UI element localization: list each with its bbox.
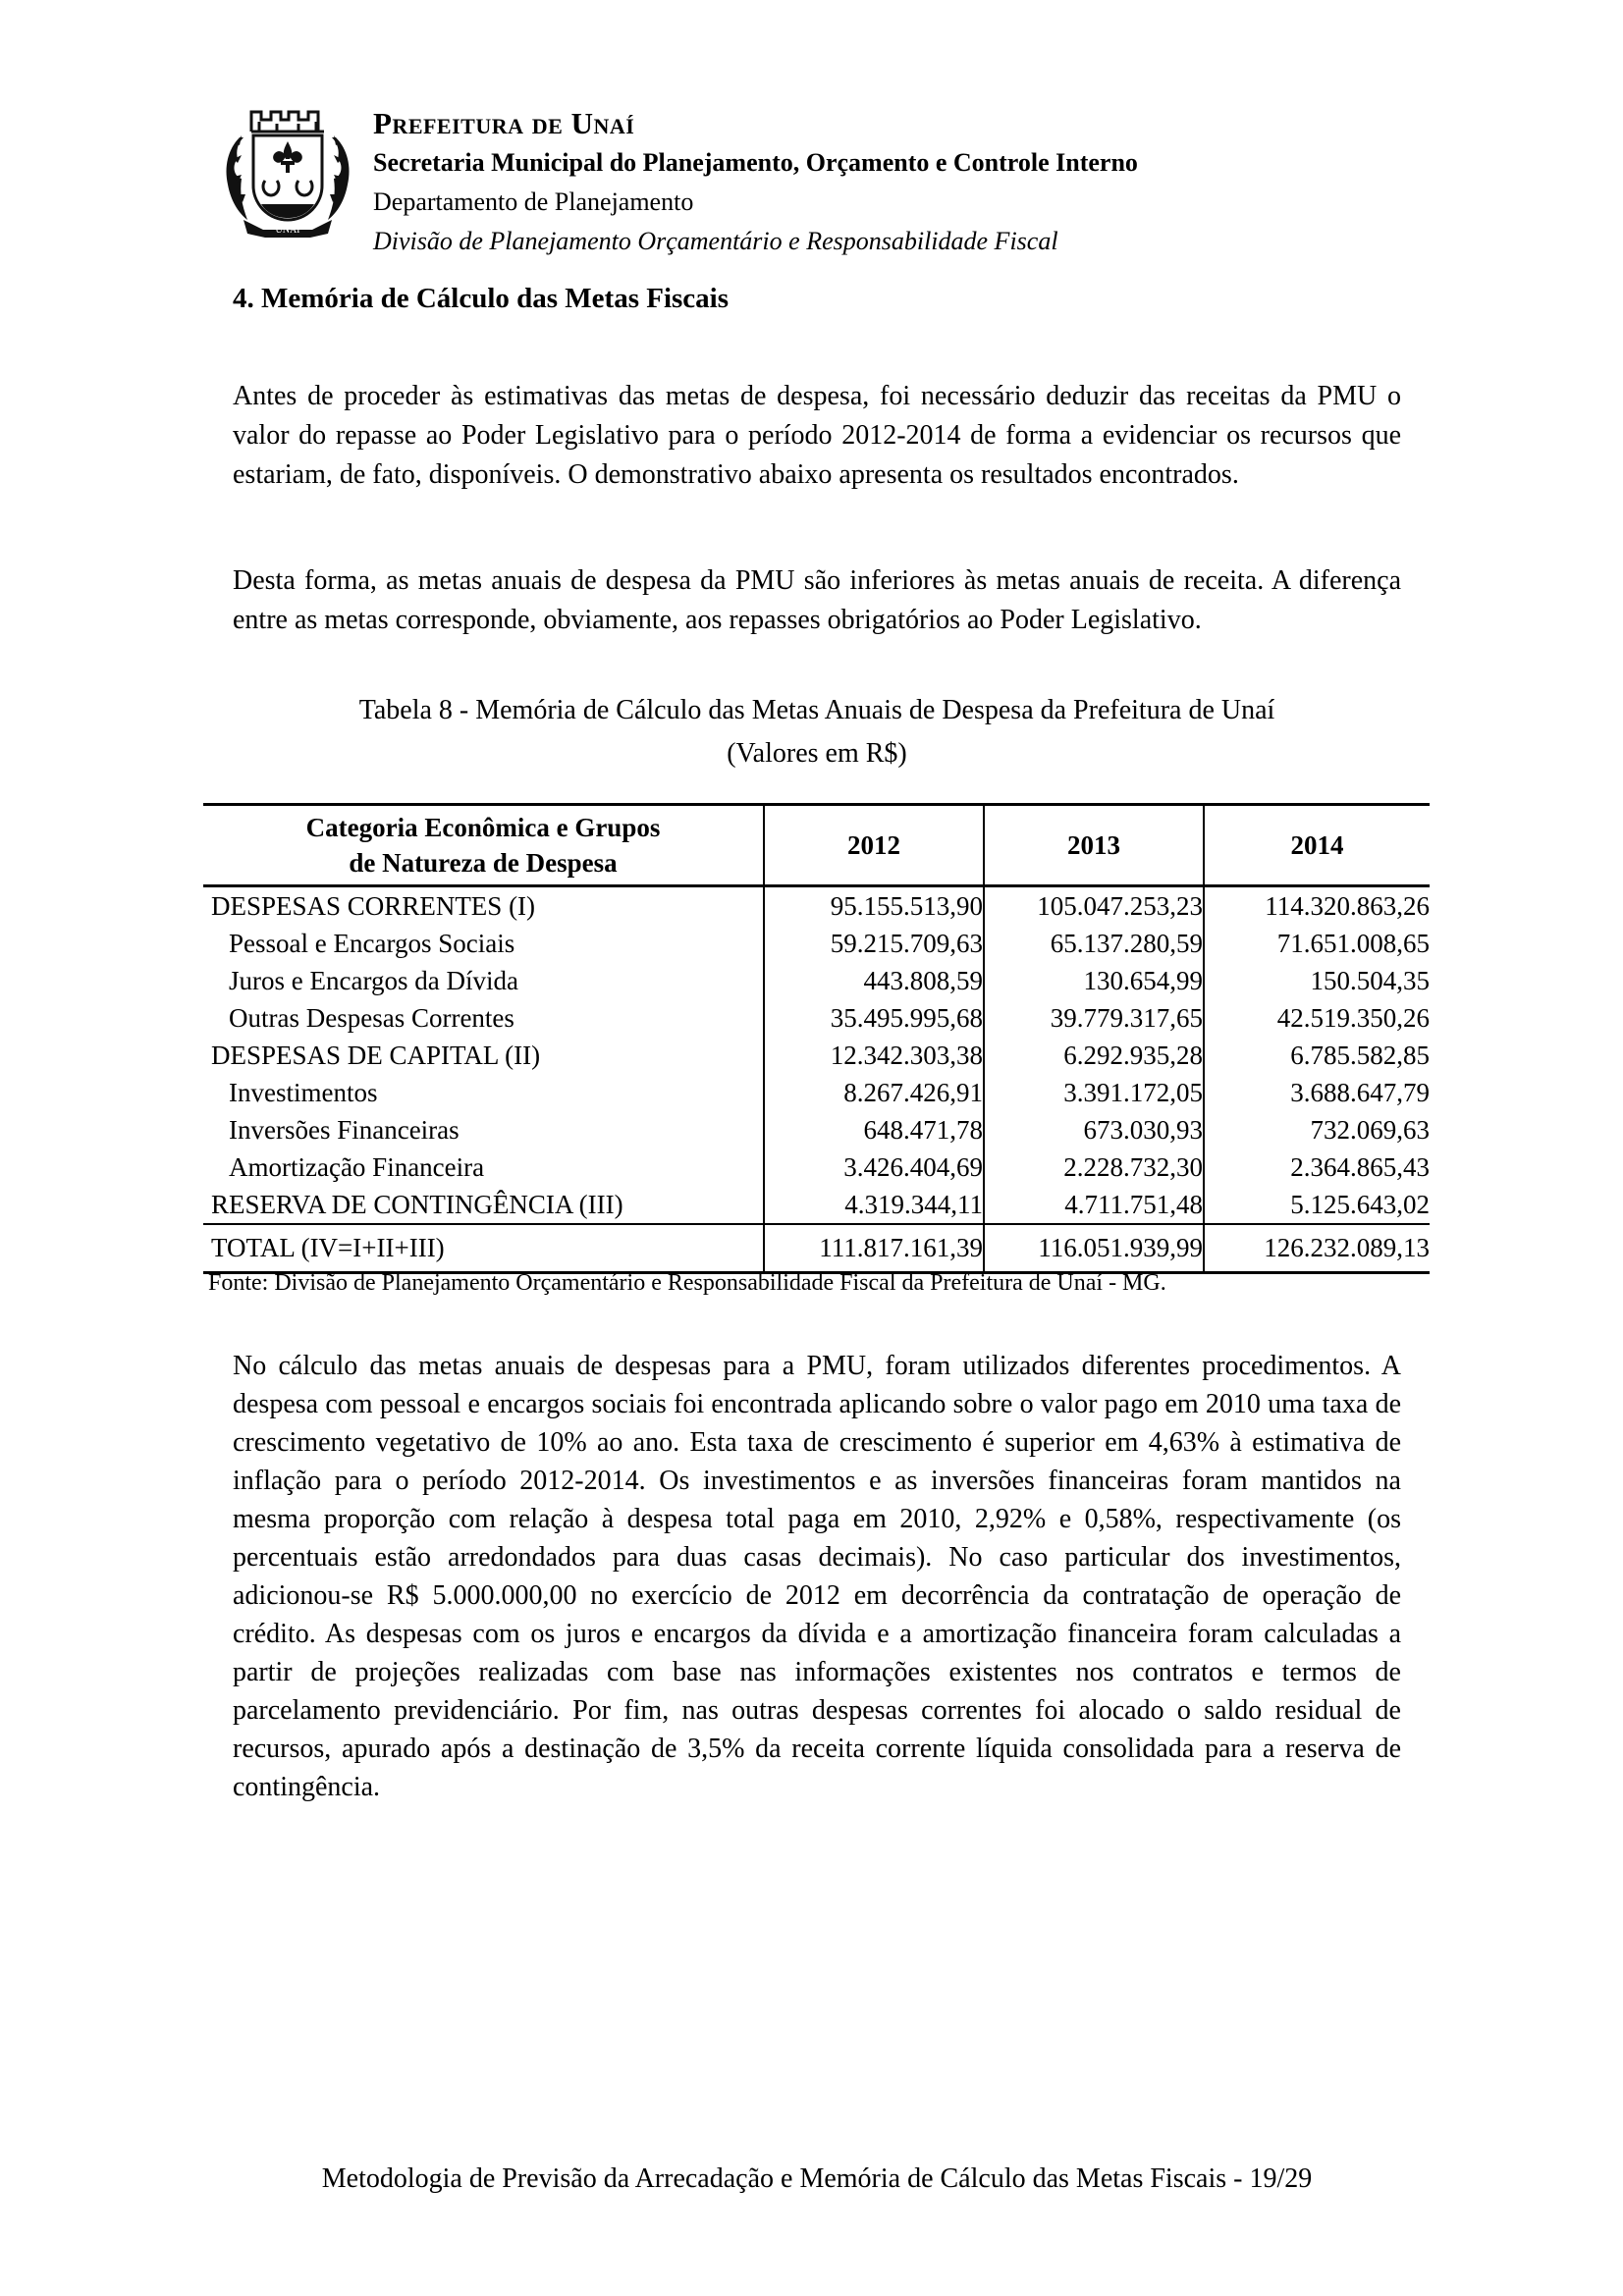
letterhead [373, 104, 1257, 261]
paragraph-methodology: No cálculo das metas anuais de despesas para a PMU, foram utilizados diferentes procedimentos. A despesa com pessoal e encargos sociais foi encontrada aplicando sobre o valor pago em 2010 uma taxa de crescimento vegetativo de 10% ao ano. Esta taxa de crescimento é superior em 4,63% à estimativa de inflação para o período 2012-2014. Os investimentos e as inversões financeiras foram mantidos na mesma proporção com relação à despesa total paga em 2010, 2,92% e 0,58%, respectivamente (os percentuais estão arredondados para duas casas decimais). No caso particular dos investimentos, adicionou-se R$ 5.000.000,00 no exercício de 2012 em decorrência da contratação de operação de crédito. As despesas com os juros e encargos da dívida e a amortização financeira foram calculadas a partir de projeções realizadas com base nas informações existentes nos contratos e termos de parcelamento previdenciário. Por fim, nas outras despesas correntes foi alocado o saldo residual de recursos, apurado após a destinação de 3,5% da receita corrente líquida consolidada para a reserva de contingência. [233, 1351, 1401, 1802]
row-value: 12.342.303,38 [764, 1037, 984, 1074]
page-footer: Metodologia de Previsão da Arrecadação e Memória de Cálculo das Metas Fiscais - 19/29 [321, 2163, 1313, 2194]
row-label: DESPESAS DE CAPITAL (II) [211, 1040, 541, 1070]
row-value: 648.471,78 [764, 1111, 984, 1148]
row-label: Investimentos [229, 1077, 378, 1107]
row-value: 35.495.995,68 [764, 999, 984, 1037]
row-value: 130.654,99 [984, 962, 1204, 999]
row-value: 111.817.161,39 [764, 1224, 984, 1273]
table-caption-unit: (Valores em R$) [727, 738, 907, 769]
row-value: 3.391.172,05 [984, 1074, 1204, 1111]
row-value: 6.785.582,85 [1204, 1037, 1430, 1074]
row-value: 443.808,59 [764, 962, 984, 999]
row-value: 4.319.344,11 [764, 1186, 984, 1224]
ribbon-text: UNAÍ [275, 225, 300, 236]
column-header-2013: 2013 [984, 805, 1204, 886]
column-header-category [203, 805, 764, 886]
row-value: 732.069,63 [1204, 1111, 1430, 1148]
row-label: TOTAL (IV=I+II+III) [203, 1224, 764, 1273]
table-row [203, 1148, 1430, 1186]
row-label: Outras Despesas Correntes [229, 1002, 514, 1033]
header-row [203, 805, 1430, 886]
row-value: 150.504,35 [1204, 962, 1430, 999]
row-label: Pessoal e Encargos Sociais [229, 928, 515, 958]
fiscal-table-head [203, 805, 1430, 886]
org-name: Prefeitura de Unaí [373, 106, 635, 140]
row-value: 8.267.426,91 [764, 1074, 984, 1111]
secretariat-name: Secretaria Municipal do Planejamento, Orçamento e Controle Interno [373, 148, 1138, 177]
row-label: Amortização Financeira [229, 1151, 485, 1182]
table-row [203, 999, 1430, 1037]
department-name: Departamento de Planejamento [373, 187, 694, 216]
row-value: 42.519.350,26 [1204, 999, 1430, 1037]
row-value: 126.232.089,13 [1204, 1224, 1430, 1273]
row-value: 114.320.863,26 [1204, 886, 1430, 926]
row-value: 4.711.751,48 [984, 1186, 1204, 1224]
row-label: Juros e Encargos da Dívida [229, 965, 518, 995]
row-value: 673.030,93 [984, 1111, 1204, 1148]
table-row [203, 1037, 1430, 1074]
row-value: 6.292.935,28 [984, 1037, 1204, 1074]
row-value: 39.779.317,65 [984, 999, 1204, 1037]
category-header-line2: de Natureza de Despesa [349, 848, 618, 878]
table-row [203, 962, 1430, 999]
row-value: 2.228.732,30 [984, 1148, 1204, 1186]
row-value: 3.688.647,79 [1204, 1074, 1430, 1111]
division-name: Divisão de Planejamento Orçamentário e Responsabilidade Fiscal [373, 227, 1058, 255]
row-value: 105.047.253,23 [984, 886, 1204, 926]
fiscal-table-wrap [203, 803, 1430, 1274]
row-value: 65.137.280,59 [984, 925, 1204, 962]
fiscal-table [203, 803, 1430, 1274]
row-value: 95.155.513,90 [764, 886, 984, 926]
row-value: 5.125.643,02 [1204, 1186, 1430, 1224]
table-row [203, 886, 1430, 926]
row-value: 59.215.709,63 [764, 925, 984, 962]
fiscal-table-body [203, 886, 1430, 1273]
table-row [203, 1111, 1430, 1148]
paragraph-intro: Antes de proceder às estimativas das metas de despesa, foi necessário deduzir das receitas da PMU o valor do repasse ao Poder Legislativo para o período 2012-2014 de forma a evidenciar os recursos que estariam, de fato, disponíveis. O demonstrativo abaixo apresenta os resultados encontrados. [233, 381, 1401, 490]
row-value: 3.426.404,69 [764, 1148, 984, 1186]
table-source: Fonte: Divisão de Planejamento Orçamentário e Responsabilidade Fiscal da Prefeitura de Unaí - MG. [208, 1270, 1166, 1296]
table-row [203, 1186, 1430, 1224]
row-label: Inversões Financeiras [229, 1114, 460, 1145]
table-caption-title: Tabela 8 - Memória de Cálculo das Metas Anuais de Despesa da Prefeitura de Unaí [358, 695, 1275, 725]
ribbon-banner [243, 220, 332, 238]
category-header-line1: Categoria Econômica e Grupos [305, 813, 661, 842]
paragraph-difference: Desta forma, as metas anuais de despesa da PMU são inferiores às metas anuais de receita. A diferença entre as metas corresponde, obviamente, aos repasses obrigatórios ao Poder Legislativo. [233, 565, 1401, 635]
row-value: 71.651.008,65 [1204, 925, 1430, 962]
table-row [203, 1074, 1430, 1111]
row-value: 2.364.865,43 [1204, 1148, 1430, 1186]
row-value: 116.051.939,99 [984, 1224, 1204, 1273]
table-caption [233, 689, 1401, 775]
row-label: DESPESAS CORRENTES (I) [211, 890, 536, 921]
table-row [203, 1224, 1430, 1273]
column-header-2012: 2012 [764, 805, 984, 886]
column-header-2014: 2014 [1204, 805, 1430, 886]
section-title: 4. Memória de Cálculo das Metas Fiscais [233, 283, 730, 314]
mural-crown [251, 112, 324, 132]
table-row [203, 925, 1430, 962]
row-label: RESERVA DE CONTINGÊNCIA (III) [211, 1189, 623, 1219]
coat-of-arms-logo [222, 98, 353, 245]
